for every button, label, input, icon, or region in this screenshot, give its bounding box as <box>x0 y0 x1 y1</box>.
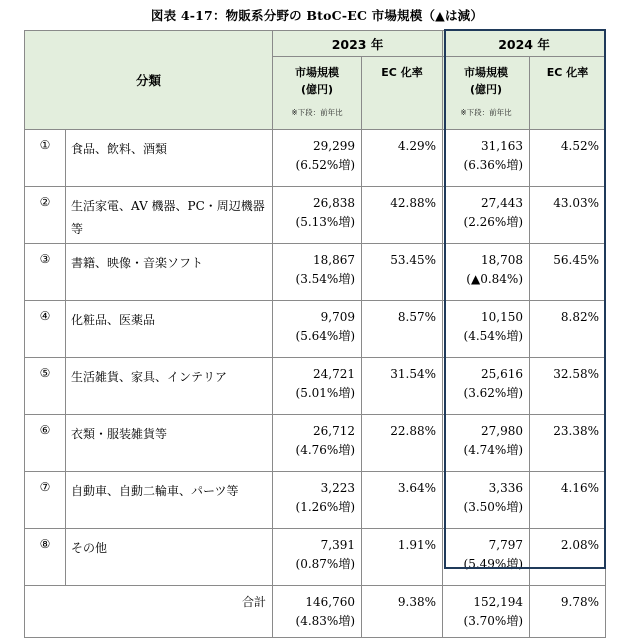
ec-rate-2024 <box>530 130 606 187</box>
row-number: ⑥ <box>25 415 66 472</box>
row-number: ④ <box>25 301 66 358</box>
table-row <box>25 415 606 472</box>
ec-rate-header-2024 <box>530 57 606 130</box>
ec-rate-2024 <box>530 472 606 529</box>
rate-value: 32.58% <box>553 367 600 381</box>
ec-rate-2024 <box>530 529 606 586</box>
market-size-2023 <box>273 529 362 586</box>
market-size-label: 市場規模 <box>295 66 340 79</box>
value: 25,616 <box>481 367 524 381</box>
growth: (3.50%増) <box>463 500 524 514</box>
growth: (3.62%増) <box>463 386 524 400</box>
ec-rate-2023 <box>362 472 443 529</box>
growth: (2.26%増) <box>463 215 524 229</box>
ec-rate-2023 <box>362 415 443 472</box>
header-row-years <box>25 31 606 57</box>
table-row <box>25 187 606 244</box>
unit-label: (億円) <box>300 83 334 96</box>
rate-value: 2.08% <box>560 538 600 552</box>
growth: (4.83%増) <box>295 614 356 628</box>
value: 26,712 <box>313 424 356 438</box>
table-row <box>25 529 606 586</box>
row-number: ⑦ <box>25 472 66 529</box>
value: 31,163 <box>481 139 524 153</box>
ec-rate-2023 <box>362 529 443 586</box>
rate-value: 4.29% <box>397 139 437 153</box>
table-row <box>25 358 606 415</box>
table-row <box>25 301 606 358</box>
table-row <box>25 244 606 301</box>
value: 18,708 <box>481 253 524 267</box>
total-market-size-2023 <box>273 586 362 638</box>
rate-value: 4.16% <box>560 481 600 495</box>
rate-value: 56.45% <box>553 253 600 267</box>
market-size-2024 <box>443 415 530 472</box>
value: 3,223 <box>320 481 356 495</box>
rate-value: 42.88% <box>390 196 437 210</box>
rate-value: 4.52% <box>560 139 600 153</box>
rate-value: 22.88% <box>390 424 437 438</box>
value: 7,797 <box>488 538 524 552</box>
rate-value: 23.38% <box>553 424 600 438</box>
row-category: 自動車、自動二輪車、パーツ等 <box>66 472 273 529</box>
row-category: その他 <box>66 529 273 586</box>
total-market-size-2024 <box>443 586 530 638</box>
growth: (5.01%増) <box>295 386 356 400</box>
row-category: 生活雑貨、家具、インテリア <box>66 358 273 415</box>
ec-rate-2023 <box>362 301 443 358</box>
market-size-2023 <box>273 187 362 244</box>
market-size-2024 <box>443 244 530 301</box>
ec-rate-label: EC 化率 <box>381 66 423 79</box>
ec-rate-header-2023 <box>362 57 443 130</box>
value: 27,443 <box>481 196 524 210</box>
figure-title: 図表 4-17：物販系分野の BtoC-EC 市場規模（▲は減） <box>150 8 484 23</box>
market-size-2024 <box>443 187 530 244</box>
growth: (4.76%増) <box>295 443 356 457</box>
growth: (3.70%増) <box>463 614 524 628</box>
row-category: 生活家電、AV 機器、PC・周辺機器等 <box>66 187 273 244</box>
ec-rate-2024 <box>530 301 606 358</box>
market-size-2023 <box>273 415 362 472</box>
row-number: ③ <box>25 244 66 301</box>
row-category: 衣類・服装雑貨等 <box>66 415 273 472</box>
growth: (0.87%増) <box>295 557 356 571</box>
row-number: ② <box>25 187 66 244</box>
market-size-2023 <box>273 130 362 187</box>
rate-value: 31.54% <box>390 367 437 381</box>
market-size-2023 <box>273 244 362 301</box>
total-ec-rate-2024 <box>530 586 606 638</box>
row-category: 書籍、映像・音楽ソフト <box>66 244 273 301</box>
ec-rate-2024 <box>530 415 606 472</box>
value: 27,980 <box>481 424 524 438</box>
category-header: 分類 <box>25 31 273 130</box>
market-size-2023 <box>273 358 362 415</box>
market-size-2024 <box>443 529 530 586</box>
market-size-label: 市場規模 <box>464 66 509 79</box>
table-row <box>25 472 606 529</box>
unit-label: (億円) <box>469 83 503 96</box>
note-label: ※下段：前年比 <box>460 108 512 117</box>
market-size-2024 <box>443 301 530 358</box>
growth: (5.49%増) <box>463 557 524 571</box>
ec-rate-2023 <box>362 244 443 301</box>
rate-value: 8.57% <box>397 310 437 324</box>
value: 152,194 <box>473 595 524 609</box>
growth: (6.52%増) <box>295 158 356 172</box>
row-category: 化粧品、医薬品 <box>66 301 273 358</box>
rate-value: 9.78% <box>560 595 600 609</box>
value: 24,721 <box>313 367 356 381</box>
market-size-header-2023 <box>273 57 362 130</box>
growth: (6.36%増) <box>463 158 524 172</box>
note-label: ※下段：前年比 <box>291 108 343 117</box>
growth: (▲0.84%) <box>466 272 524 286</box>
value: 9,709 <box>320 310 356 324</box>
ec-rate-2024 <box>530 358 606 415</box>
growth: (3.54%増) <box>295 272 356 286</box>
market-size-2024 <box>443 130 530 187</box>
row-number: ① <box>25 130 66 187</box>
year-2024-header: 2024 年 <box>443 31 606 57</box>
year-2023-header: 2023 年 <box>273 31 443 57</box>
market-size-table <box>24 30 606 638</box>
row-number: ⑧ <box>25 529 66 586</box>
ec-rate-2024 <box>530 187 606 244</box>
market-size-2023 <box>273 301 362 358</box>
row-category: 食品、飲料、酒類 <box>66 130 273 187</box>
value: 18,867 <box>313 253 356 267</box>
rate-value: 43.03% <box>553 196 600 210</box>
ec-rate-2023 <box>362 130 443 187</box>
growth: (5.64%増) <box>295 329 356 343</box>
total-label: 合計 <box>242 595 267 609</box>
market-size-2023 <box>273 472 362 529</box>
rate-value: 8.82% <box>560 310 600 324</box>
ec-rate-2024 <box>530 244 606 301</box>
growth: (1.26%増) <box>295 500 356 514</box>
value: 10,150 <box>481 310 524 324</box>
market-size-header-2024 <box>443 57 530 130</box>
growth: (4.74%増) <box>463 443 524 457</box>
table-row <box>25 130 606 187</box>
value: 7,391 <box>320 538 356 552</box>
value: 29,299 <box>313 139 356 153</box>
total-row <box>25 586 606 638</box>
rate-value: 53.45% <box>390 253 437 267</box>
market-size-2024 <box>443 472 530 529</box>
total-label-cell <box>25 586 273 638</box>
rate-value: 1.91% <box>397 538 437 552</box>
total-ec-rate-2023 <box>362 586 443 638</box>
value: 26,838 <box>313 196 356 210</box>
value: 3,336 <box>488 481 524 495</box>
value: 146,760 <box>305 595 356 609</box>
rate-value: 9.38% <box>397 595 437 609</box>
ec-rate-2023 <box>362 187 443 244</box>
growth: (5.13%増) <box>295 215 356 229</box>
rate-value: 3.64% <box>397 481 437 495</box>
growth: (4.54%増) <box>463 329 524 343</box>
ec-rate-label: EC 化率 <box>546 66 589 79</box>
ec-rate-2023 <box>362 358 443 415</box>
row-number: ⑤ <box>25 358 66 415</box>
market-size-2024 <box>443 358 530 415</box>
